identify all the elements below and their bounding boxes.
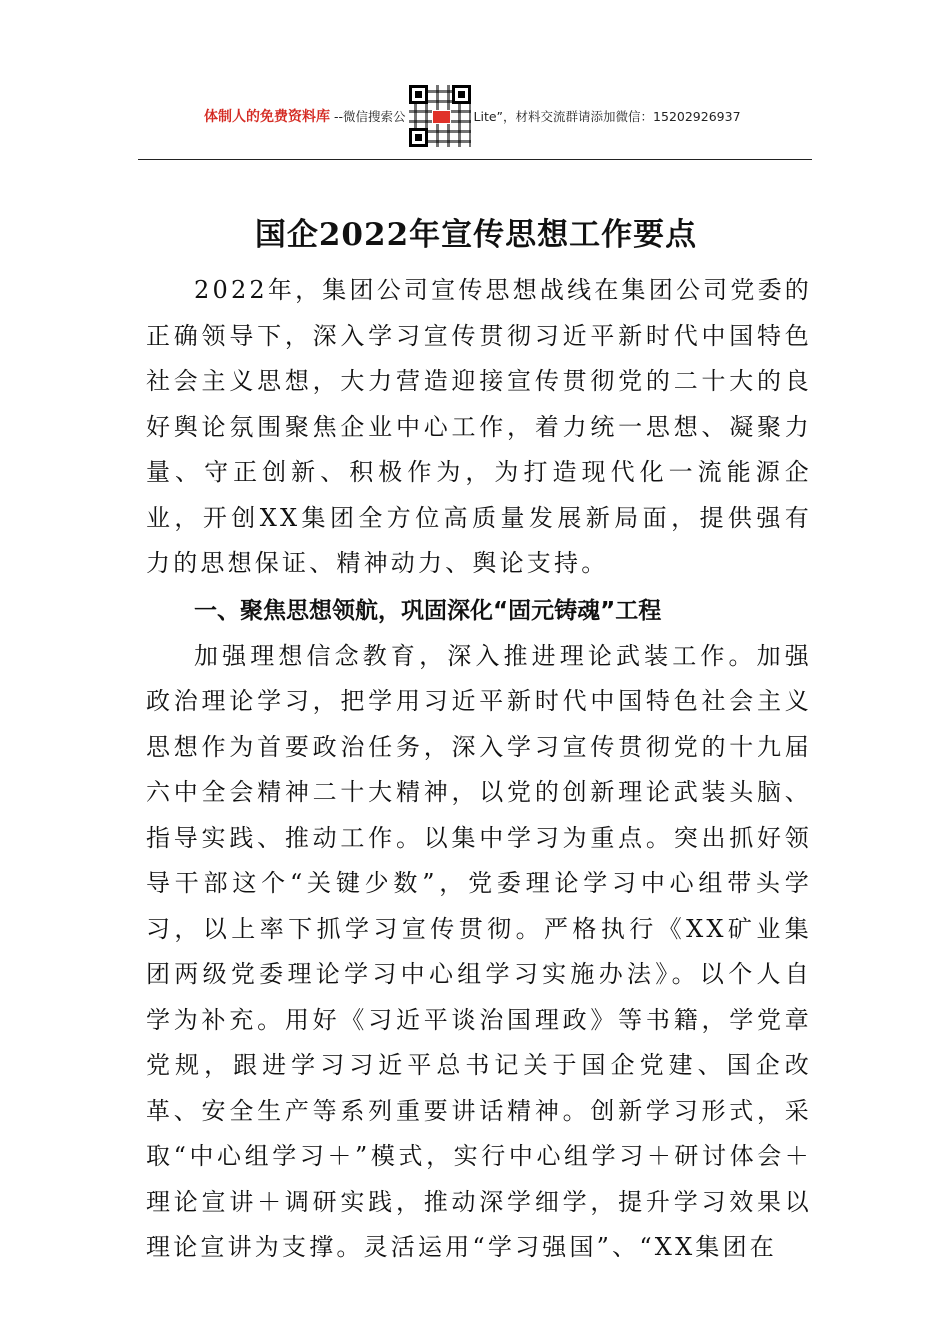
section-paragraph: 加强理想信念教育，深入推进理论武装工作。加强政治理论学习，把学用习近平新时代中国特色社会主义思想作为首要政治任务，深入学习宣传贯彻党的十九届六中全会精神二十大精神，以党的创新理论武装头脑、指导实践、推动工作。以集中学习为重点。突出抓好领导干部这个“关键少数”，党委理论学习中心组带头学习，以上率下抓学习宣传贯彻。严格执行《XX矿业集团两级党委理论学习中心组学习实施办法》。以个人自学为补充。用好《习近平谈治国理政》等书籍，学党章党规，跟进学习习近平总书记关于国企党建、国企改革、安全生产等系列重要讲话精神。创新学习形式，采取“中心组学习＋”模式，实行中心组学习＋研讨体会＋理论宣讲＋调研实践，推动深学细学，提升学习效果以理论宣讲为支撑。灵活运用“学习强国”、“XX集团在 xyxy=(146,641,812,1261)
qr-code-icon xyxy=(409,85,471,147)
search-hint-text: --微信搜索公 xyxy=(334,109,406,124)
intro-paragraph: 2022年，集团公司宣传思想战线在集团公司党委的正确领导下，深入学习宣传贯彻习近平新时代中国特色社会主义思想，大力营造迎接宣传贯彻党的二十大的良好舆论氛围聚焦企业中心工作，着力统一思想、凝聚力量、守正创新、积极作为，为打造现代化一流能源企业，开创XX集团全方位高质量发展新局面，提供强有力的思想保证、精神动力、舆论支持。 xyxy=(146,276,812,577)
document-body xyxy=(146,268,812,1271)
watermark-header xyxy=(140,80,812,152)
document-title: 国企2022年宣传思想工作要点 xyxy=(254,216,698,253)
header-divider xyxy=(138,159,812,160)
section-heading: 一、聚焦思想领航，巩固深化“固元铸魂”工程 xyxy=(194,597,662,624)
contact-text: Lite”，材料交流群请添加微信：15202926937 xyxy=(473,109,741,124)
brand-text: 体制人的免费资料库 xyxy=(204,109,330,125)
